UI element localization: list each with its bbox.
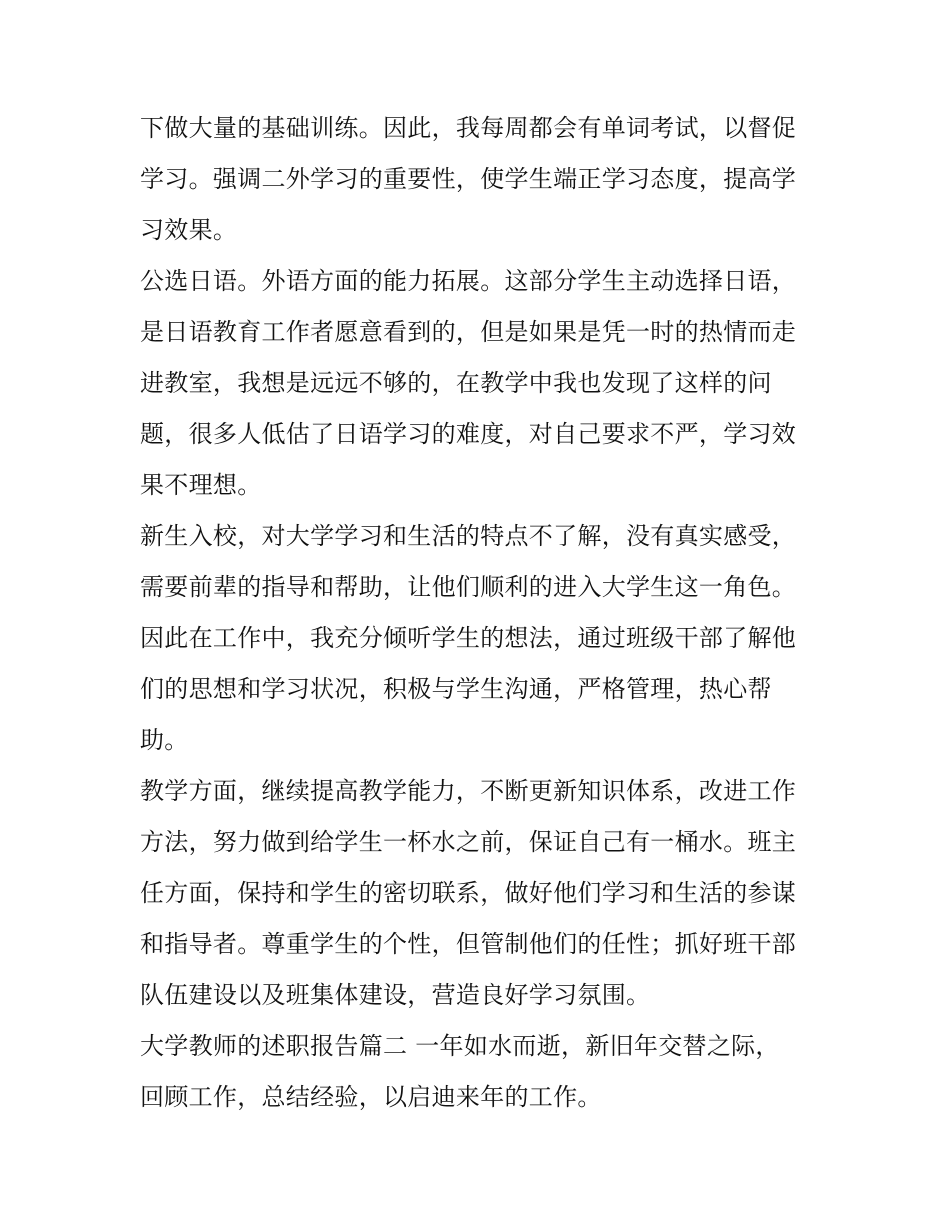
text-line: 助。 (140, 726, 189, 754)
text-line: 学习。强调二外学习的重要性，使学生端正学习态度，提高学 (140, 165, 797, 193)
text-line: 题，很多人低估了日语学习的难度，对自己要求不严，学习效 (140, 420, 797, 448)
text-line: 习效果。 (140, 216, 238, 244)
document-body (140, 103, 830, 1123)
text-line: 回顾工作，总结经验，以启迪来年的工作。 (140, 1083, 602, 1111)
text-line: 是日语教育工作者愿意看到的，但是如果是凭一时的热情而走 (140, 318, 797, 346)
text-line: 们的思想和学习状况，积极与学生沟通，严格管理，热心帮 (140, 675, 772, 703)
text-line: 因此在工作中，我充分倾听学生的想法，通过班级干部了解他 (140, 624, 797, 652)
text-line: 方法，努力做到给学生一杯水之前，保证自己有一桶水。班主 (140, 828, 797, 856)
text-line: 果不理想。 (140, 471, 262, 499)
text-line: 任方面，保持和学生的密切联系，做好他们学习和生活的参谋 (140, 879, 797, 907)
text-line: 和指导者。尊重学生的个性，但管制他们的任性；抓好班干部 (140, 930, 797, 958)
text-line: 新生入校，对大学学习和生活的特点不了解，没有真实感受， (140, 522, 797, 550)
text-line: 大学教师的述职报告篇二 一年如水而逝，新旧年交替之际， (140, 1032, 780, 1060)
text-line: 公选日语。外语方面的能力拓展。这部分学生主动选择日语， (140, 267, 797, 295)
text-line: 进教室，我想是远远不够的，在教学中我也发现了这样的问 (140, 369, 772, 397)
text-line: 队伍建设以及班集体建设，营造良好学习氛围。 (140, 981, 651, 1009)
text-line: 下做大量的基础训练。因此，我每周都会有单词考试，以督促 (140, 114, 797, 142)
text-line: 教学方面，继续提高教学能力，不断更新知识体系，改进工作 (140, 777, 797, 805)
text-line: 需要前辈的指导和帮助，让他们顺利的进入大学生这一角色。 (140, 573, 797, 601)
